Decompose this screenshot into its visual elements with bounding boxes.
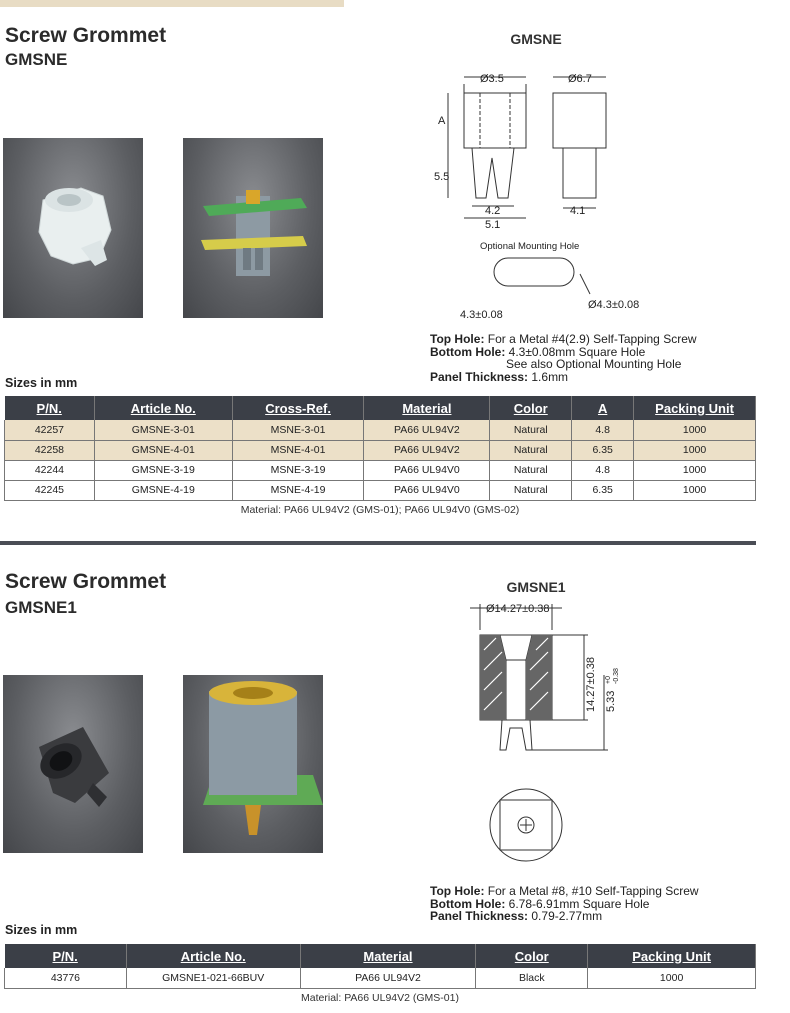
section1-specs — [430, 333, 697, 383]
dim-41: 4.1 — [570, 205, 586, 217]
section1-material-note: Material: PA66 UL94V2 (GMS-01); PA66 UL94V0 (GMS-02) — [240, 504, 520, 516]
cell: 6.35 — [572, 440, 634, 460]
cell: 42258 — [5, 440, 95, 460]
dim-51: 5.1 — [485, 219, 501, 231]
dim-tol-bottom: -0.38 — [613, 668, 620, 684]
section1-model: GMSNE — [5, 50, 68, 69]
cell: 1000 — [634, 460, 756, 480]
cell: GMSNE-3-19 — [94, 460, 232, 480]
section2-title: Screw Grommet — [5, 570, 167, 593]
section1-title: Screw Grommet — [5, 24, 167, 47]
table-header — [5, 944, 756, 968]
section2-table — [4, 944, 756, 989]
col-pn: P/N. — [5, 944, 127, 968]
cell: MSNE-4-19 — [232, 480, 364, 500]
dim-a: A — [438, 115, 446, 127]
section2-model: GMSNE1 — [5, 598, 77, 617]
col-packing: Packing Unit — [634, 396, 756, 420]
see-also-note: See also Optional Mounting Hole — [506, 357, 682, 371]
col-material: Material — [364, 396, 490, 420]
photo-grommet-assembly — [183, 138, 323, 318]
table-row — [5, 440, 756, 460]
panel-thickness-value: 1.6mm — [528, 369, 569, 384]
cell: MSNE-4-01 — [232, 440, 364, 460]
section2-drawing-title: GMSNE1 — [506, 579, 566, 595]
cell: GMSNE-4-19 — [94, 480, 232, 500]
cell: MSNE-3-01 — [232, 420, 364, 440]
cell: GMSNE-3-01 — [94, 420, 232, 440]
table-row — [5, 460, 756, 480]
dim-hole-width: 4.3±0.08 — [460, 309, 503, 321]
top-hole-value: For a Metal #8, #10 Self-Tapping Screw — [484, 884, 699, 898]
cell: PA66 UL94V2 — [300, 968, 476, 988]
section1-drawing-title: GMSNE — [510, 31, 562, 47]
cell: 4.8 — [572, 460, 634, 480]
cell: 1000 — [588, 968, 756, 988]
bottom-hole-label: Bottom Hole: — [430, 344, 506, 359]
dim-d67: Ø6.7 — [568, 73, 592, 85]
cell: PA66 UL94V0 — [364, 480, 490, 500]
col-a: A — [572, 396, 634, 420]
bottom-hole-label: Bottom Hole: — [430, 896, 506, 911]
top-hole-label: Top Hole: — [430, 884, 485, 898]
col-article: Article No. — [126, 944, 300, 968]
section2-material-note: Material: PA66 UL94V2 (GMS-01) — [301, 992, 459, 1004]
cell: Black — [476, 968, 588, 988]
cell: Natural — [490, 460, 572, 480]
cell: 42244 — [5, 460, 95, 480]
col-packing: Packing Unit — [588, 944, 756, 968]
section2-technical-drawing — [440, 600, 660, 885]
panel-thickness-label: Panel Thickness: — [430, 369, 529, 384]
dim-height-1427: 14.27±0.38 — [585, 657, 597, 712]
col-pn: P/N. — [5, 396, 95, 420]
dim-55: 5.5 — [434, 171, 450, 183]
cell: 42245 — [5, 480, 95, 500]
col-material: Material — [300, 944, 476, 968]
panel-thickness-value: 0.79-2.77mm — [528, 909, 603, 923]
col-color: Color — [490, 396, 572, 420]
cell: 6.35 — [572, 480, 634, 500]
cell: 43776 — [5, 968, 127, 988]
col-crossref: Cross-Ref. — [232, 396, 364, 420]
top-accent-bar — [0, 0, 344, 7]
cell: Natural — [490, 440, 572, 460]
dim-tol-top: +0 — [605, 676, 612, 684]
cell: PA66 UL94V0 — [364, 460, 490, 480]
dim-42: 4.2 — [485, 205, 501, 217]
cell: GMSNE1-021-66BUV — [126, 968, 300, 988]
cell: 1000 — [634, 440, 756, 460]
section1-technical-drawing — [430, 68, 670, 333]
dim-height-533: 5.33 — [605, 690, 617, 712]
cell: 1000 — [634, 420, 756, 440]
cell: Natural — [490, 420, 572, 440]
cell: 4.8 — [572, 420, 634, 440]
cell: PA66 UL94V2 — [364, 420, 490, 440]
cell: 1000 — [634, 480, 756, 500]
cell: MSNE-3-19 — [232, 460, 364, 480]
bottom-hole-value: 6.78-6.91mm Square Hole — [505, 896, 650, 911]
table-row — [5, 480, 756, 500]
table-row — [5, 420, 756, 440]
cell: GMSNE-4-01 — [94, 440, 232, 460]
col-color: Color — [476, 944, 588, 968]
photo-grommet-black-assembly — [183, 675, 323, 853]
cell: Natural — [490, 480, 572, 500]
dim-d35: Ø3.5 — [480, 73, 504, 85]
dim-hole-diameter: Ø4.3±0.08 — [588, 299, 640, 311]
panel-thickness-label: Panel Thickness: — [430, 909, 529, 923]
section2-sizes-label: Sizes in mm — [5, 923, 78, 937]
col-article: Article No. — [94, 396, 232, 420]
photo-grommet-black — [3, 675, 143, 853]
photo-grommet-white — [3, 138, 143, 318]
top-hole-value: For a Metal #4(2.9) Self-Tapping Screw — [484, 332, 697, 346]
cell: PA66 UL94V2 — [364, 440, 490, 460]
cell: 42257 — [5, 420, 95, 440]
optional-hole-label: Optional Mounting Hole — [480, 241, 580, 252]
section1-table — [4, 396, 756, 501]
table-header — [5, 396, 756, 420]
section1-sizes-label: Sizes in mm — [5, 376, 78, 390]
section-divider — [0, 541, 756, 545]
section2-specs — [430, 885, 699, 923]
bottom-hole-value: 4.3±0.08mm Square Hole — [505, 344, 646, 359]
top-hole-label: Top Hole: — [430, 332, 485, 346]
dim-d1427: Ø14.27±0.38 — [486, 603, 550, 615]
table-row — [5, 968, 756, 988]
